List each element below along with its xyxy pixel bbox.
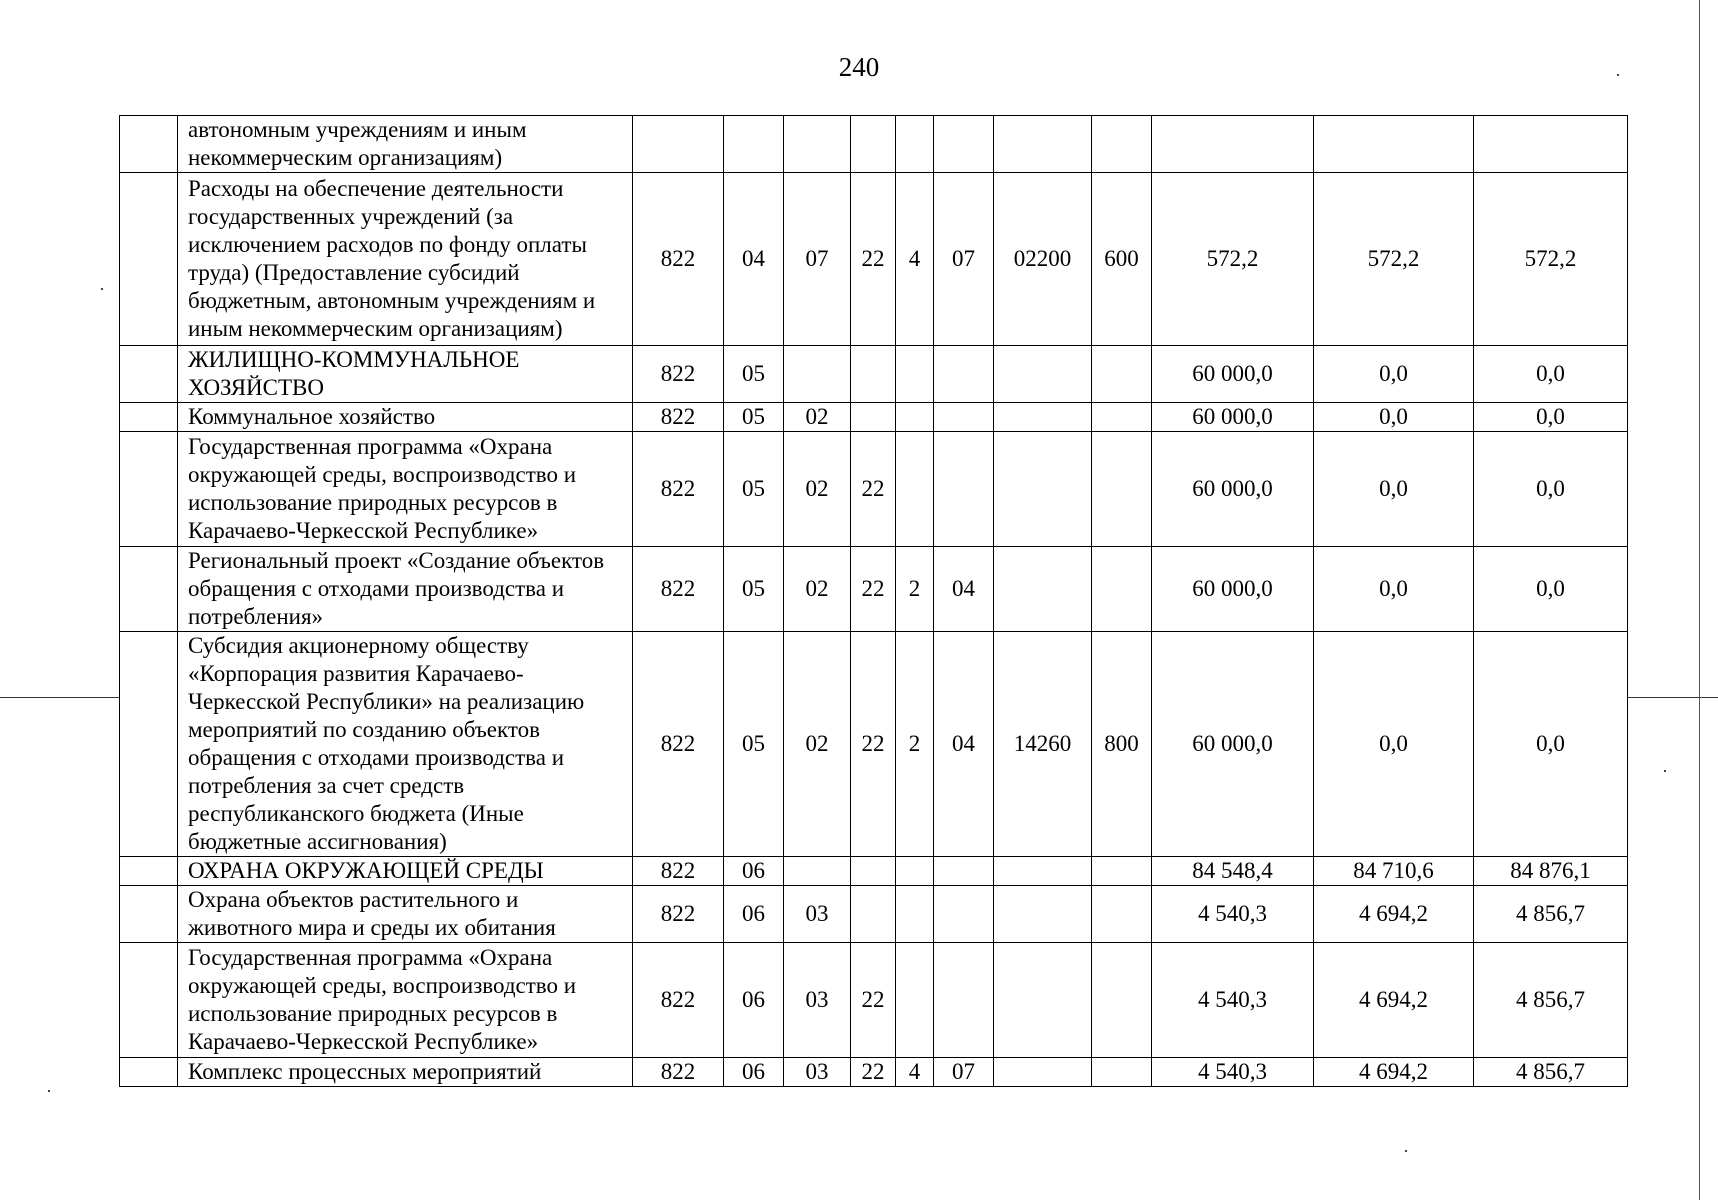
activity-code <box>934 346 994 403</box>
row-description: Государственная программа «Охрана окружающей среды, воспроизводство и использование природных ресурсов в Карачаево-Черкесской Республике» <box>178 943 633 1058</box>
amount-year-1: 60 000,0 <box>1152 403 1314 432</box>
table-row <box>120 632 1628 857</box>
amount-year-3: 4 856,7 <box>1474 943 1628 1058</box>
subsection-code: 02 <box>784 547 851 632</box>
scan-speck <box>1617 74 1619 76</box>
subprogram-code <box>896 346 934 403</box>
amount-year-2: 4 694,2 <box>1314 886 1474 943</box>
amount-year-3: 0,0 <box>1474 632 1628 857</box>
program-code <box>851 346 896 403</box>
row-description: автономным учреждениям и иным некоммерческим организациям) <box>178 116 633 173</box>
row-description: Региональный проект «Создание объектов обращения с отходами производства и потребления» <box>178 547 633 632</box>
amount-year-2: 0,0 <box>1314 403 1474 432</box>
direction-code <box>994 886 1092 943</box>
expense-type-code <box>1092 432 1152 547</box>
subsection-code <box>784 857 851 886</box>
amount-year-1: 60 000,0 <box>1152 346 1314 403</box>
row-description: ОХРАНА ОКРУЖАЮЩЕЙ СРЕДЫ <box>178 857 633 886</box>
section-code: 05 <box>724 547 784 632</box>
program-code: 22 <box>851 173 896 346</box>
activity-code: 07 <box>934 173 994 346</box>
subsection-code: 02 <box>784 403 851 432</box>
ministry-code: 822 <box>633 857 724 886</box>
section-code <box>724 116 784 173</box>
scan-speck <box>48 1090 50 1092</box>
amount-year-3: 4 856,7 <box>1474 886 1628 943</box>
amount-year-2: 4 694,2 <box>1314 1058 1474 1087</box>
activity-code <box>934 886 994 943</box>
table-row <box>120 116 1628 173</box>
direction-code <box>994 116 1092 173</box>
row-description: Расходы на обеспечение деятельности государственных учреждений (за исключением расходов по фонду оплаты труда) (Предоставление субсидий бюджетным, автономным учреждениям и иным некоммерческим организациям) <box>178 173 633 346</box>
expense-type-code: 800 <box>1092 632 1152 857</box>
row-description: Субсидия акционерному обществу «Корпорация развития Карачаево-Черкесской Республики» на реализацию мероприятий по созданию объектов обращения с отходами производства и потребления за счет средств республиканского бюджета (Иные бюджетные ассигнования) <box>178 632 633 857</box>
row-index-cell <box>120 173 178 346</box>
activity-code: 04 <box>934 632 994 857</box>
section-code: 06 <box>724 857 784 886</box>
program-code: 22 <box>851 632 896 857</box>
row-index-cell <box>120 943 178 1058</box>
program-code <box>851 403 896 432</box>
ministry-code: 822 <box>633 346 724 403</box>
section-code: 05 <box>724 403 784 432</box>
ministry-code: 822 <box>633 173 724 346</box>
row-index-cell <box>120 346 178 403</box>
row-description: Государственная программа «Охрана окружающей среды, воспроизводство и использование природных ресурсов в Карачаево-Черкесской Республике» <box>178 432 633 547</box>
subsection-code: 03 <box>784 943 851 1058</box>
direction-code <box>994 346 1092 403</box>
subsection-code: 02 <box>784 432 851 547</box>
program-code: 22 <box>851 547 896 632</box>
activity-code <box>934 943 994 1058</box>
section-code: 06 <box>724 1058 784 1087</box>
amount-year-3: 0,0 <box>1474 403 1628 432</box>
amount-year-1: 60 000,0 <box>1152 632 1314 857</box>
subprogram-code <box>896 116 934 173</box>
direction-code <box>994 857 1092 886</box>
ministry-code: 822 <box>633 403 724 432</box>
subsection-code <box>784 346 851 403</box>
row-index-cell <box>120 547 178 632</box>
section-code: 06 <box>724 943 784 1058</box>
row-index-cell <box>120 1058 178 1087</box>
table-row <box>120 547 1628 632</box>
table-row <box>120 1058 1628 1087</box>
expense-type-code <box>1092 857 1152 886</box>
subprogram-code: 4 <box>896 173 934 346</box>
amount-year-2: 0,0 <box>1314 432 1474 547</box>
subprogram-code <box>896 886 934 943</box>
amount-year-3 <box>1474 116 1628 173</box>
expense-type-code <box>1092 547 1152 632</box>
activity-code <box>934 857 994 886</box>
activity-code: 07 <box>934 1058 994 1087</box>
amount-year-2: 0,0 <box>1314 547 1474 632</box>
scan-fold-line-right <box>1627 697 1718 698</box>
subprogram-code: 2 <box>896 547 934 632</box>
amount-year-1 <box>1152 116 1314 173</box>
direction-code: 14260 <box>994 632 1092 857</box>
amount-year-1: 60 000,0 <box>1152 547 1314 632</box>
subprogram-code <box>896 432 934 547</box>
amount-year-2 <box>1314 116 1474 173</box>
direction-code <box>994 943 1092 1058</box>
table-row <box>120 857 1628 886</box>
scan-speck <box>1405 1150 1407 1152</box>
row-index-cell <box>120 857 178 886</box>
direction-code <box>994 403 1092 432</box>
scan-speck <box>1664 770 1666 772</box>
expense-type-code <box>1092 943 1152 1058</box>
expense-type-code <box>1092 403 1152 432</box>
section-code: 05 <box>724 432 784 547</box>
row-description: Комплекс процессных мероприятий <box>178 1058 633 1087</box>
program-code: 22 <box>851 432 896 547</box>
expense-type-code <box>1092 886 1152 943</box>
amount-year-3: 572,2 <box>1474 173 1628 346</box>
ministry-code: 822 <box>633 632 724 857</box>
section-code: 05 <box>724 346 784 403</box>
direction-code <box>994 432 1092 547</box>
amount-year-1: 4 540,3 <box>1152 1058 1314 1087</box>
table-row <box>120 886 1628 943</box>
amount-year-2: 572,2 <box>1314 173 1474 346</box>
ministry-code <box>633 116 724 173</box>
amount-year-2: 4 694,2 <box>1314 943 1474 1058</box>
subsection-code: 03 <box>784 1058 851 1087</box>
row-index-cell <box>120 403 178 432</box>
amount-year-3: 4 856,7 <box>1474 1058 1628 1087</box>
amount-year-2: 0,0 <box>1314 632 1474 857</box>
ministry-code: 822 <box>633 943 724 1058</box>
program-code: 22 <box>851 943 896 1058</box>
direction-code <box>994 1058 1092 1087</box>
expense-type-code <box>1092 1058 1152 1087</box>
row-description: Охрана объектов растительного и животного мира и среды их обитания <box>178 886 633 943</box>
expense-type-code <box>1092 116 1152 173</box>
activity-code <box>934 116 994 173</box>
row-description: ЖИЛИЩНО-КОММУНАЛЬНОЕ ХОЗЯЙСТВО <box>178 346 633 403</box>
amount-year-2: 0,0 <box>1314 346 1474 403</box>
program-code <box>851 886 896 943</box>
table-row <box>120 173 1628 346</box>
amount-year-3: 0,0 <box>1474 547 1628 632</box>
subprogram-code: 4 <box>896 1058 934 1087</box>
ministry-code: 822 <box>633 432 724 547</box>
row-index-cell <box>120 432 178 547</box>
subsection-code: 02 <box>784 632 851 857</box>
amount-year-1: 4 540,3 <box>1152 943 1314 1058</box>
subprogram-code <box>896 857 934 886</box>
table-row <box>120 943 1628 1058</box>
row-description: Коммунальное хозяйство <box>178 403 633 432</box>
scan-fold-line-left <box>0 697 119 698</box>
table-row <box>120 346 1628 403</box>
amount-year-1: 84 548,4 <box>1152 857 1314 886</box>
subsection-code: 03 <box>784 886 851 943</box>
ministry-code: 822 <box>633 547 724 632</box>
amount-year-2: 84 710,6 <box>1314 857 1474 886</box>
section-code: 04 <box>724 173 784 346</box>
section-code: 06 <box>724 886 784 943</box>
ministry-code: 822 <box>633 1058 724 1087</box>
program-code: 22 <box>851 1058 896 1087</box>
activity-code <box>934 403 994 432</box>
activity-code <box>934 432 994 547</box>
expense-type-code: 600 <box>1092 173 1152 346</box>
amount-year-3: 0,0 <box>1474 346 1628 403</box>
scan-edge-line <box>1699 0 1700 1200</box>
expense-type-code <box>1092 346 1152 403</box>
amount-year-3: 0,0 <box>1474 432 1628 547</box>
amount-year-1: 60 000,0 <box>1152 432 1314 547</box>
subsection-code: 07 <box>784 173 851 346</box>
direction-code: 02200 <box>994 173 1092 346</box>
row-index-cell <box>120 116 178 173</box>
subprogram-code <box>896 403 934 432</box>
amount-year-3: 84 876,1 <box>1474 857 1628 886</box>
subsection-code <box>784 116 851 173</box>
row-index-cell <box>120 632 178 857</box>
scan-speck <box>101 288 103 290</box>
program-code <box>851 116 896 173</box>
subprogram-code: 2 <box>896 632 934 857</box>
table-row <box>120 432 1628 547</box>
activity-code: 04 <box>934 547 994 632</box>
row-index-cell <box>120 886 178 943</box>
amount-year-1: 572,2 <box>1152 173 1314 346</box>
amount-year-1: 4 540,3 <box>1152 886 1314 943</box>
ministry-code: 822 <box>633 886 724 943</box>
subprogram-code <box>896 943 934 1058</box>
program-code <box>851 857 896 886</box>
section-code: 05 <box>724 632 784 857</box>
budget-table <box>119 115 1628 1087</box>
direction-code <box>994 547 1092 632</box>
page-number: 240 <box>838 52 880 82</box>
table-row <box>120 403 1628 432</box>
